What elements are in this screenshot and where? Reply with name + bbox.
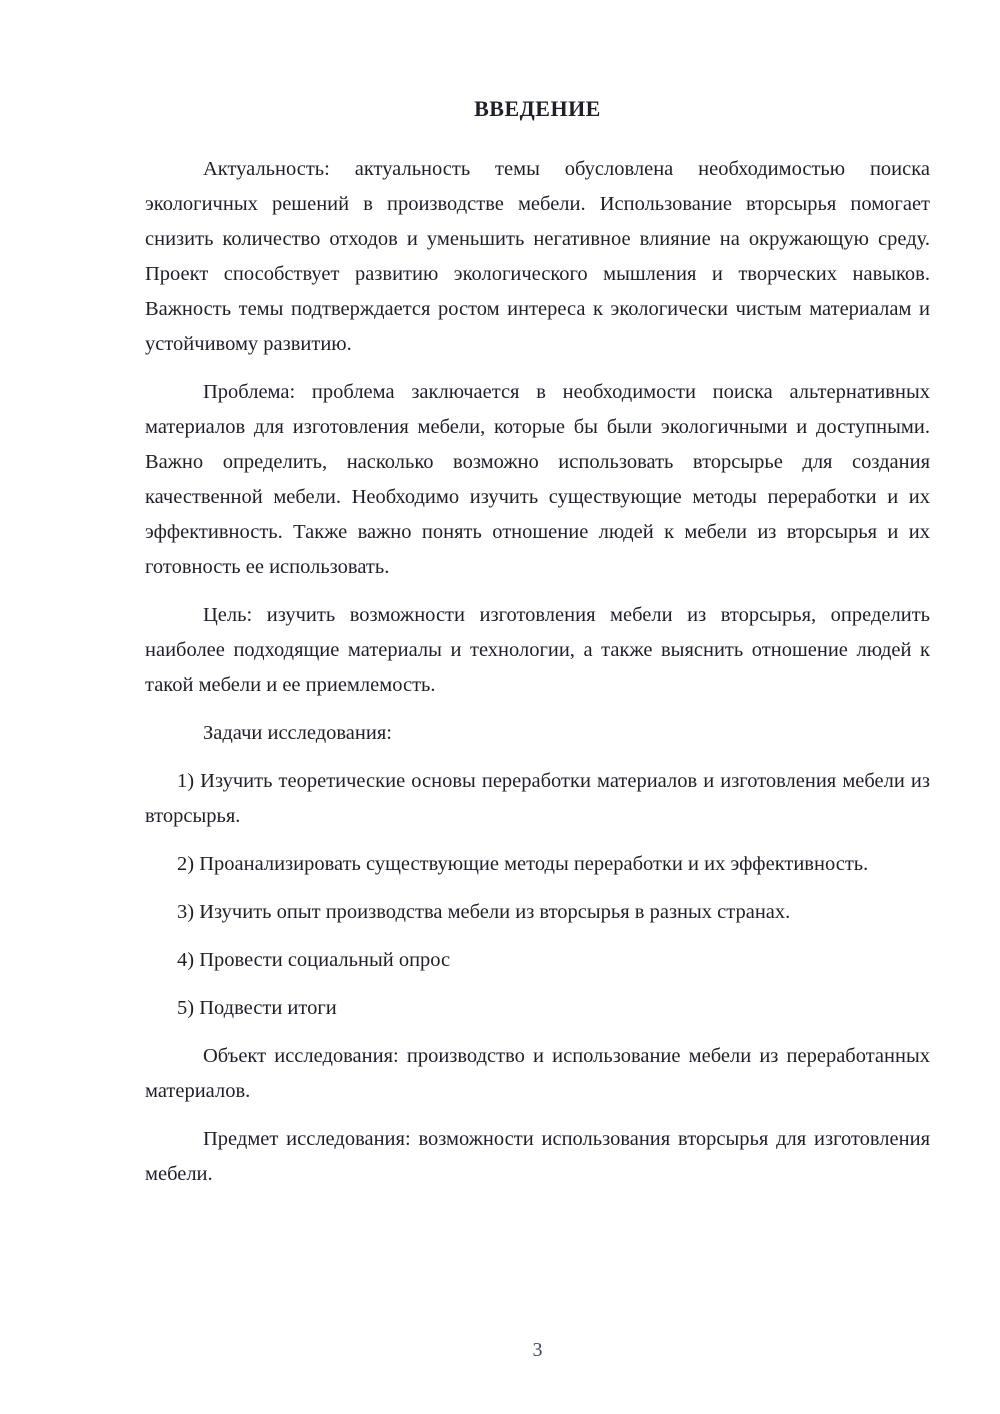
paragraph-goal: Цель: изучить возможности изготовления мебели из вторсырья, определить наиболее подходящие материалы и технологии, а также выяснить отношение людей к такой мебели и ее приемлемость. [145,604,930,696]
paragraph-problem: Проблема: проблема заключается в необходимости поиска альтернативных материалов для изготовления мебели, которые бы были экологичными и доступными. Важно определить, насколько возможно использовать вторсырье для создания качественной мебели. Необходимо изучить существующие методы переработки и их эффективность. Также важно понять отношение людей к мебели из вторсырья и их готовность ее использовать. [145,381,930,578]
page-title: ВВЕДЕНИЕ [474,96,601,121]
task-item-3: 3) Изучить опыт производства мебели из вторсырья в разных странах. [177,901,791,923]
task-item-2: 2) Проанализировать существующие методы переработки и их эффективность. [177,853,869,875]
page-number: 3 [532,1339,543,1361]
task-item-1: 1) Изучить теоретические основы переработки материалов и изготовления мебели из вторсырья. [145,770,930,827]
tasks-heading: Задачи исследования: [203,722,392,744]
paragraph-subject: Предмет исследования: возможности использования вторсырья для изготовления мебели. [145,1128,930,1185]
paragraph-relevance: Актуальность: актуальность темы обусловлена необходимостью поиска экологичных решений в производстве мебели. Использование вторсырья помогает снизить количество отходов и уменьшить негативное влияние на окружающую среду. Проект способствует развитию экологического мышления и творческих навыков. Важность темы подтверждается ростом интереса к экологически чистым материалам и устойчивому развитию. [145,158,930,355]
paragraph-object: Объект исследования: производство и использование мебели из переработанных материалов. [145,1045,930,1102]
task-item-4: 4) Провести социальный опрос [177,949,451,971]
task-item-5: 5) Подвести итоги [177,997,337,1019]
